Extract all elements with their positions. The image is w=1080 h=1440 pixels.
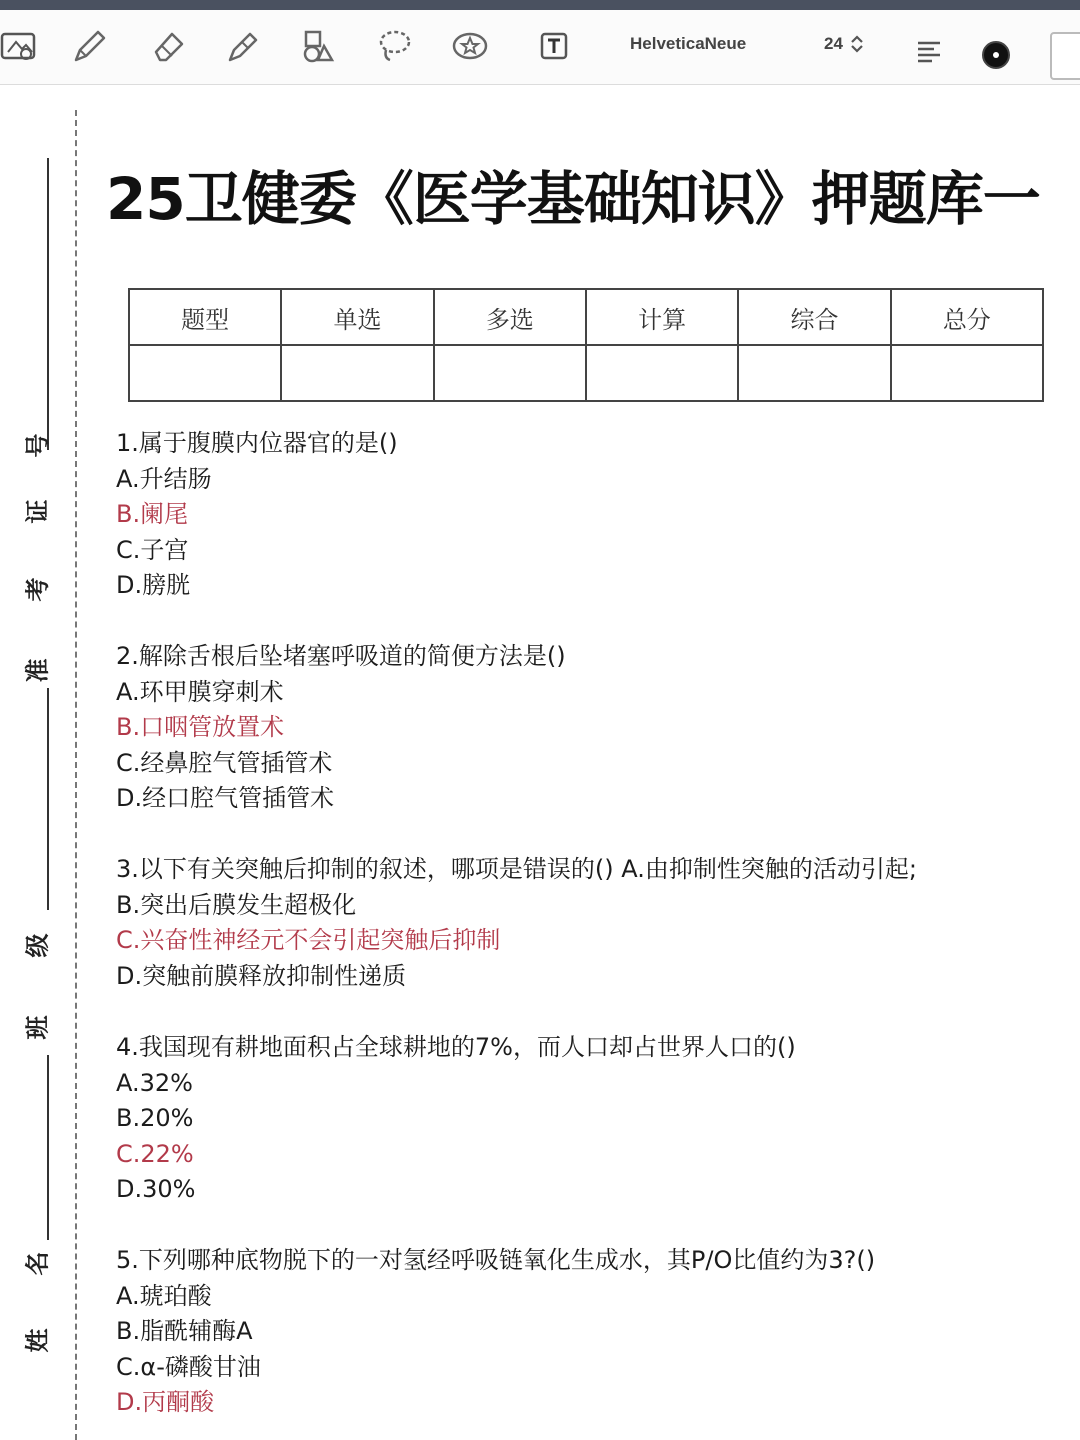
text-icon[interactable] xyxy=(528,20,580,72)
option: D.经口腔气管插管术 xyxy=(116,784,335,812)
margin-rule-1 xyxy=(47,158,49,450)
highlighter-icon[interactable] xyxy=(216,20,268,72)
score-table-header-row xyxy=(129,289,1043,345)
question-stem: 1.属于腹膜内位器官的是() xyxy=(116,429,398,457)
lasso-icon[interactable] xyxy=(368,20,420,72)
score-header-cell: 计算 xyxy=(586,289,738,345)
score-table xyxy=(128,288,1044,402)
margin-label: 名 xyxy=(22,1251,52,1276)
option: D.突触前膜释放抑制性递质 xyxy=(116,961,407,990)
option: D.膀胱 xyxy=(116,571,191,599)
score-header-cell: 题型 xyxy=(129,289,281,345)
page-title: 25卫健委《医学基础知识》押题库一 xyxy=(106,165,1040,233)
font-name-selector[interactable]: HelveticaNeue xyxy=(630,34,747,53)
option: A.32% xyxy=(116,1068,193,1097)
question-stem: 5.下列哪种底物脱下的一对氢经呼吸链氧化生成水，其P/O比值约为3?() xyxy=(116,1246,876,1274)
pen-icon[interactable] xyxy=(64,20,116,72)
option: A.环甲膜穿刺术 xyxy=(116,677,284,706)
page-thumbnail-icon[interactable] xyxy=(1050,32,1080,80)
text-align-icon[interactable] xyxy=(910,32,950,72)
option: B.阑尾 xyxy=(116,500,189,528)
question-4 xyxy=(116,1030,796,1208)
option: C.α-磷酸甘油 xyxy=(116,1352,261,1381)
question-2 xyxy=(116,639,566,817)
margin-rule-2 xyxy=(47,688,49,910)
score-value-cell[interactable] xyxy=(281,345,433,401)
margin-label: 证 xyxy=(22,499,52,524)
option: A.升结肠 xyxy=(116,464,212,493)
option: A.琥珀酸 xyxy=(116,1281,212,1310)
stepper-arrows-icon[interactable] xyxy=(849,34,865,54)
option: C.22% xyxy=(116,1139,194,1168)
screenshot-icon[interactable] xyxy=(0,20,44,72)
shapes-icon[interactable] xyxy=(292,20,344,72)
score-header-cell: 总分 xyxy=(891,289,1043,345)
option: C.兴奋性神经元不会引起突触后抑制 xyxy=(116,926,501,954)
margin-rule-3 xyxy=(47,1055,49,1240)
option: D.30% xyxy=(116,1175,196,1203)
score-value-cell[interactable] xyxy=(891,345,1043,401)
option: C.子宫 xyxy=(116,535,189,564)
binding-dashed-line xyxy=(75,110,77,1440)
font-size-stepper[interactable] xyxy=(824,34,865,54)
score-value-cell[interactable] xyxy=(738,345,890,401)
question-1 xyxy=(116,426,398,604)
sticker-icon[interactable] xyxy=(444,20,496,72)
margin-label: 班 xyxy=(22,1015,52,1040)
score-value-cell[interactable] xyxy=(586,345,738,401)
eraser-icon[interactable] xyxy=(142,20,194,72)
margin-label: 考 xyxy=(22,577,52,602)
option: B.20% xyxy=(116,1104,194,1132)
question-3 xyxy=(116,852,917,994)
option: C.经鼻腔气管插管术 xyxy=(116,748,333,777)
margin-label: 号 xyxy=(22,433,52,458)
margin-label: 级 xyxy=(22,933,52,958)
option: B.脂酰辅酶A xyxy=(116,1317,253,1345)
score-table-value-row xyxy=(129,345,1043,401)
option: B.口咽管放置术 xyxy=(116,713,285,741)
font-size-value: 24 xyxy=(824,34,843,53)
window-top-strip xyxy=(0,0,1080,10)
question-stem: 4.我国现有耕地面积占全球耕地的7%，而人口却占世界人口的() xyxy=(116,1033,796,1061)
margin-label: 准 xyxy=(22,658,52,683)
ink-color-picker[interactable] xyxy=(982,41,1010,69)
score-header-cell: 单选 xyxy=(281,289,433,345)
option: B.突出后膜发生超极化 xyxy=(116,890,357,919)
score-header-cell: 多选 xyxy=(434,289,586,345)
score-value-cell[interactable] xyxy=(434,345,586,401)
score-header-cell: 综合 xyxy=(738,289,890,345)
score-value-cell[interactable] xyxy=(129,345,281,401)
question-stem: 3.以下有关突触后抑制的叙述，哪项是错误的() A.由抑制性突触的活动引起; xyxy=(116,855,917,883)
option: D.丙酮酸 xyxy=(116,1388,215,1416)
question-stem: 2.解除舌根后坠堵塞呼吸道的简便方法是() xyxy=(116,642,566,670)
question-5 xyxy=(116,1243,875,1421)
margin-label: 姓 xyxy=(22,1328,52,1353)
annotation-toolbar xyxy=(0,10,1080,85)
